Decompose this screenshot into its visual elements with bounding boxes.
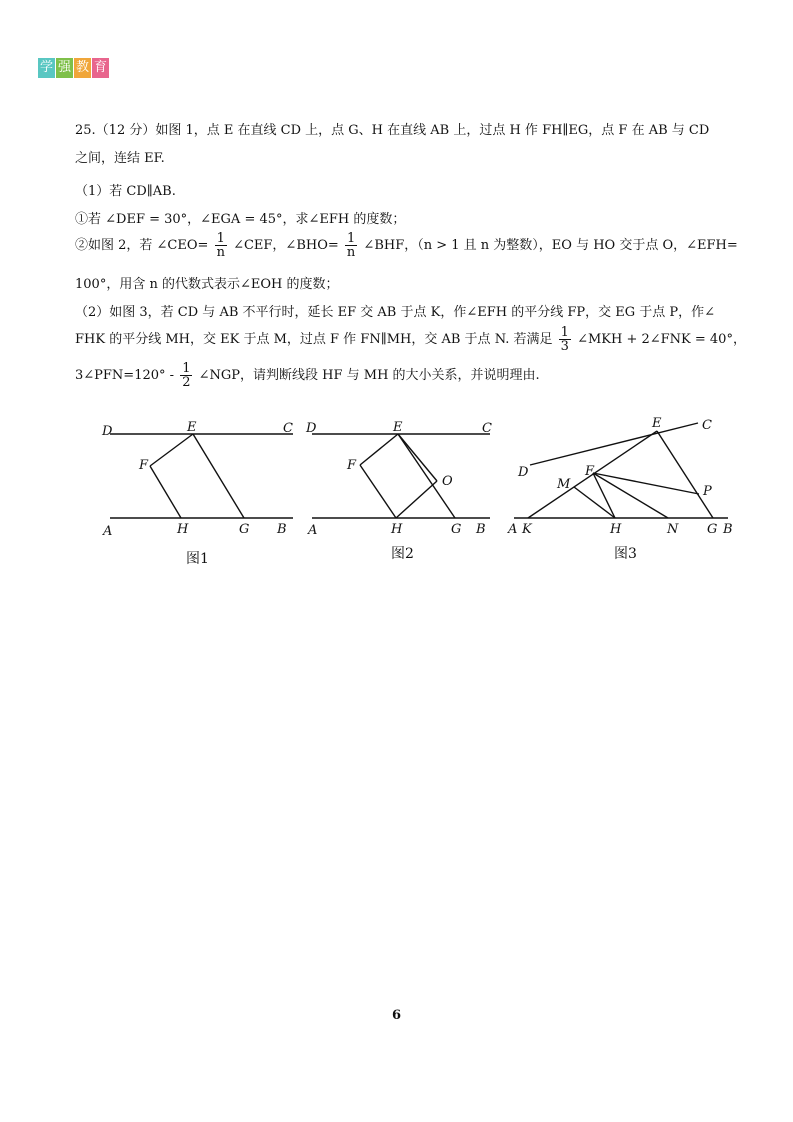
fraction-1-over-3 bbox=[559, 326, 571, 353]
fig2-seg-ho bbox=[396, 481, 437, 518]
fig3-label-g: G bbox=[707, 522, 718, 537]
question-line-2: 之间，连结 EF. bbox=[75, 151, 165, 166]
fig3-line-dc bbox=[530, 423, 698, 465]
brand-logo bbox=[38, 58, 110, 78]
fig3-seg-fp bbox=[593, 473, 699, 494]
logo-char: 育 bbox=[92, 58, 109, 78]
fraction-numerator: 1 bbox=[560, 325, 569, 340]
fig2-label-b: B bbox=[476, 522, 486, 537]
fig3-caption: 图3 bbox=[614, 546, 637, 562]
text-segment: ∠NGP，请判断线段 HF 与 MH 的大小关系，并说明理由. bbox=[198, 368, 540, 383]
fig2-label-a: A bbox=[308, 523, 318, 538]
fig2-label-d: D bbox=[306, 421, 317, 436]
fig3-label-k: K bbox=[522, 522, 532, 537]
fig2-label-f: F bbox=[347, 458, 357, 473]
fig3-seg-mh bbox=[574, 487, 615, 518]
fig1-label-d: D bbox=[102, 424, 113, 439]
part1-sub2 bbox=[75, 232, 738, 259]
fraction-numerator: 1 bbox=[182, 361, 191, 376]
figures-area bbox=[0, 405, 793, 575]
part1-heading: （1）若 CD∥AB. bbox=[75, 184, 176, 199]
fig1-label-g: G bbox=[239, 522, 250, 537]
fig1-label-c: C bbox=[283, 421, 293, 436]
text-segment: 3∠PFN=120° - bbox=[75, 368, 175, 383]
fig1-caption: 图1 bbox=[186, 551, 209, 567]
fig3-seg-eg bbox=[657, 431, 713, 518]
fig2-label-c: C bbox=[482, 421, 492, 436]
fraction-denominator: n bbox=[346, 245, 356, 260]
part1-sub2-cont: 100°，用含 n 的代数式表示∠EOH 的度数； bbox=[75, 277, 339, 292]
fig1-label-b: B bbox=[277, 522, 287, 537]
fig3-label-n: N bbox=[667, 522, 679, 537]
fig1-label-a: A bbox=[103, 524, 113, 539]
fig1-label-e: E bbox=[187, 420, 197, 435]
fraction-numerator: 1 bbox=[345, 232, 357, 246]
fig1-seg-fh bbox=[150, 466, 181, 518]
text-segment: ∠MKH + 2∠FNK = 40°， bbox=[577, 332, 746, 347]
fraction-1-over-2 bbox=[180, 362, 192, 389]
part2-line-3 bbox=[75, 362, 540, 389]
fig1-label-h: H bbox=[177, 522, 189, 537]
fig2-label-e: E bbox=[393, 420, 403, 435]
question-line-1: 25.（12 分）如图 1，点 E 在直线 CD 上，点 G、H 在直线 AB 上，过点 H 作 FH∥EG，点 F 在 AB 与 CD bbox=[75, 123, 710, 138]
fig3-label-f: F bbox=[585, 464, 595, 479]
fig3-label-c: C bbox=[702, 418, 712, 433]
fig1-seg-ef bbox=[150, 434, 193, 466]
logo-char: 强 bbox=[56, 58, 73, 78]
text-segment: ②如图 2，若 ∠CEO= bbox=[75, 238, 209, 253]
fig2-label-h: H bbox=[391, 522, 403, 537]
logo-char: 教 bbox=[74, 58, 91, 78]
text-segment: ∠BHF，（n > 1 且 n 为整数），EO 与 HO 交于点 O，∠EFH= bbox=[363, 238, 738, 253]
part2-line-2 bbox=[75, 326, 746, 353]
fig2-seg-eo bbox=[398, 434, 437, 481]
part1-sub1: ①若 ∠DEF = 30°，∠EGA = 45°，求∠EFH 的度数； bbox=[75, 212, 406, 227]
fraction-numerator: 1 bbox=[215, 232, 227, 246]
fig2-label-g: G bbox=[451, 522, 462, 537]
fig2-seg-ef bbox=[360, 434, 398, 465]
fraction-denominator: 2 bbox=[182, 375, 191, 390]
part2-line-1: （2）如图 3，若 CD 与 AB 不平行时，延长 EF 交 AB 于点 K，作∠EFH 的平分线 FP，交 EG 于点 P，作∠ bbox=[75, 305, 716, 320]
logo-char: 学 bbox=[38, 58, 55, 78]
fig3-label-b: B bbox=[723, 522, 733, 537]
fraction-denominator: 3 bbox=[560, 339, 569, 354]
fig1-seg-eg bbox=[193, 434, 244, 518]
fraction-denominator: n bbox=[216, 245, 225, 260]
fig1-label-f: F bbox=[139, 458, 149, 473]
text-segment: ∠CEF，∠BHO= bbox=[233, 238, 339, 253]
fig2-caption: 图2 bbox=[391, 546, 414, 562]
text-segment: FHK 的平分线 MH，交 EK 于点 M，过点 F 作 FN∥MH，交 AB 于点 N. 若满足 bbox=[75, 332, 553, 347]
fig2-seg-fh bbox=[360, 465, 396, 518]
fig3-label-a: A bbox=[508, 522, 518, 537]
fraction-1-over-n bbox=[215, 232, 227, 259]
fig3-label-p: P bbox=[703, 484, 712, 499]
fig2-label-o: O bbox=[442, 474, 453, 489]
fig3-label-d: D bbox=[518, 465, 529, 480]
fig3-label-m: M bbox=[557, 477, 571, 492]
fig3-label-e: E bbox=[652, 416, 662, 431]
page-number: 6 bbox=[391, 1008, 402, 1023]
fraction-1-over-n bbox=[345, 232, 357, 259]
fig3-label-h: H bbox=[610, 522, 622, 537]
